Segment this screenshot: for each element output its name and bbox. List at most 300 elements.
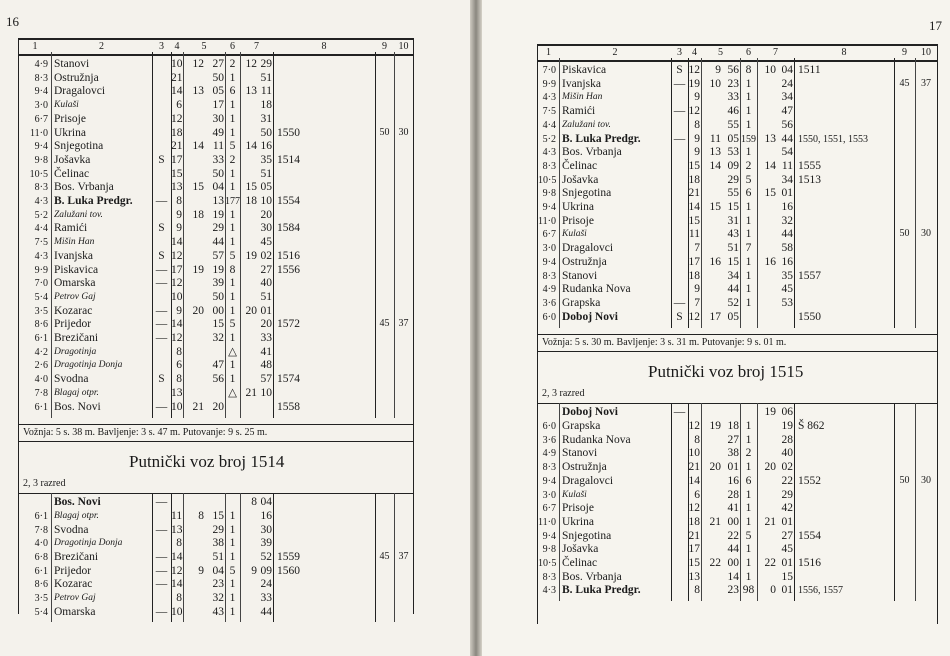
departure-hour: 16 — [764, 255, 776, 268]
timetable-row — [538, 133, 937, 147]
hour-1: 6 — [176, 99, 182, 112]
column-divider — [240, 493, 241, 622]
departure-minute: 58 — [781, 242, 793, 255]
departure-minute: 10 — [260, 386, 272, 399]
column-header: 4 — [174, 41, 180, 52]
station-name: B. Luka Predgr. — [562, 132, 641, 145]
distance-km: 8·3 — [34, 182, 48, 194]
distance-km: 9·4 — [34, 86, 48, 98]
column-header: 8 — [321, 41, 327, 52]
connecting-trains: 1556, 1557 — [798, 585, 843, 597]
station-mark: S — [158, 153, 165, 166]
departure-hour: 19 — [764, 406, 776, 419]
station-name: Snjegotina — [562, 187, 612, 200]
timetable-row — [538, 557, 937, 571]
departure-hour: 9 — [251, 564, 257, 577]
timetable-1511 — [537, 44, 938, 624]
hour-1: 8 — [176, 345, 182, 358]
dwell-minutes: 1 — [229, 304, 236, 317]
hour-1: 8 — [176, 537, 182, 550]
station-name: Omarska — [54, 605, 96, 618]
connecting-trains: Š 862 — [798, 420, 825, 432]
timetable-row — [538, 447, 937, 461]
hour-1: 14 — [171, 318, 183, 331]
distance-km: 8·3 — [542, 571, 556, 583]
arrival-minute: 04 — [212, 564, 224, 577]
arrival-minute: 29 — [727, 173, 739, 186]
column-header: 4 — [692, 47, 697, 58]
distance-km: 7·8 — [34, 524, 48, 536]
timetable-row — [19, 318, 413, 332]
hour-1: 10 — [171, 400, 183, 413]
timetable-row — [538, 256, 937, 270]
departure-hour: 20 — [245, 304, 257, 317]
column-divider — [794, 403, 795, 601]
dwell-minutes: 1 — [229, 551, 236, 563]
timetable-row — [19, 58, 413, 72]
station-name: Ramići — [562, 105, 596, 118]
station-mark: — — [155, 564, 168, 577]
station-name: Snjegotina — [562, 529, 612, 542]
dwell-minutes: 5 — [745, 173, 752, 186]
dwell-minutes: 6 — [745, 474, 752, 487]
connecting-trains: 1516 — [277, 249, 300, 262]
hour-1: 12 — [688, 105, 700, 118]
timetable-row — [19, 209, 413, 223]
timetable-row — [19, 222, 413, 236]
dwell-minutes: 1 — [229, 290, 236, 303]
hour-1: 9 — [694, 132, 700, 145]
departure-hour: 12 — [245, 58, 257, 70]
station-mark: — — [155, 304, 168, 317]
distance-km: 6·0 — [542, 311, 556, 323]
hour-1: 21 — [688, 529, 700, 542]
station-name: Dragalovci — [562, 474, 614, 487]
departure-minute: 45 — [260, 236, 272, 249]
dwell-minutes: 5 — [229, 318, 236, 331]
departure-minute: 56 — [781, 118, 793, 131]
departure-hour: 21 — [764, 515, 776, 528]
arrival-hour: 13 — [709, 146, 721, 159]
station-name: Doboj Novi — [562, 310, 618, 323]
dwell-minutes: 6 — [229, 85, 236, 98]
distance-km: 9·4 — [542, 530, 556, 542]
station-mark: — — [155, 263, 168, 276]
distance-km: 8·6 — [34, 579, 48, 591]
column-divider — [273, 493, 274, 622]
column-10-value: 30 — [921, 474, 931, 486]
arrival-minute: 17 — [212, 99, 224, 112]
arrival-minute: 31 — [727, 214, 739, 227]
hour-1: 19 — [688, 77, 700, 90]
hour-1: 15 — [688, 557, 700, 569]
timetable-row — [19, 565, 413, 579]
column-divider — [171, 52, 172, 418]
column-header-row — [538, 44, 937, 62]
departure-minute: 18 — [260, 99, 272, 112]
station-name: Svodna — [54, 373, 89, 386]
station-name: Stanovi — [562, 269, 598, 282]
column-header: 10 — [398, 41, 409, 52]
arrival-minute: 46 — [727, 105, 739, 118]
station-name: Doboj Novi — [562, 406, 618, 419]
hour-1: 15 — [688, 214, 700, 227]
arrival-minute: 50 — [212, 71, 224, 84]
distance-km: 5·4 — [34, 606, 48, 618]
departure-minute: 16 — [781, 255, 793, 268]
dwell-minutes: 5 — [229, 564, 236, 577]
dwell-minutes: 159 — [741, 133, 756, 145]
distance-km: 4·4 — [34, 223, 48, 235]
departure-minute: 48 — [260, 359, 272, 372]
distance-km: 8·3 — [542, 270, 556, 282]
departure-minute: 01 — [781, 187, 793, 200]
dwell-minutes: 5 — [229, 249, 236, 262]
hour-1: 15 — [171, 167, 183, 180]
distance-km: 4·0 — [34, 374, 48, 386]
departure-minute: 45 — [781, 283, 793, 296]
distance-km: 6·1 — [34, 401, 48, 413]
column-divider — [894, 403, 895, 601]
column-divider — [740, 403, 741, 601]
station-name: Prisoje — [54, 112, 86, 125]
distance-km: 3·5 — [34, 593, 48, 605]
connecting-trains: 1511 — [798, 64, 821, 76]
class-info: 2, 3 razred — [23, 478, 66, 490]
distance-km: 4·3 — [542, 147, 556, 159]
distance-km: 10·5 — [29, 168, 48, 180]
column-header: 7 — [773, 47, 778, 58]
arrival-minute: 50 — [212, 167, 224, 180]
connecting-trains: 1554 — [277, 195, 300, 207]
station-mark: — — [673, 406, 686, 419]
hour-1: 12 — [688, 420, 700, 432]
departure-minute: 02 — [260, 249, 272, 262]
column-9-value: 45 — [899, 77, 910, 89]
journey-summary: Vožnja: 5 s. 38 m. Bavljenje: 3 s. 47 m. Putovanje: 9 s. 25 m. — [23, 427, 268, 439]
departure-minute: 47 — [781, 105, 793, 118]
departure-minute: 35 — [781, 269, 793, 282]
departure-hour: 0 — [770, 584, 776, 597]
departure-minute: 39 — [260, 537, 272, 550]
arrival-minute: 55 — [727, 187, 739, 200]
column-divider — [225, 52, 226, 418]
hour-1: 14 — [171, 236, 183, 249]
departure-hour: 10 — [764, 64, 776, 76]
departure-hour: 15 — [764, 187, 776, 200]
column-divider — [375, 52, 376, 418]
station-name: Bos. Novi — [54, 400, 101, 413]
arrival-minute: 52 — [727, 296, 739, 309]
timetable-row — [19, 140, 413, 154]
dwell-minutes: 1 — [745, 420, 752, 432]
arrival-minute: 53 — [727, 146, 739, 159]
departure-minute: 10 — [260, 195, 272, 207]
station-name: Dragotinja Donja — [54, 538, 123, 549]
connecting-trains: 1572 — [277, 318, 300, 331]
arrival-minute: 33 — [212, 153, 224, 166]
departure-minute: 32 — [781, 214, 793, 227]
column-divider — [740, 58, 741, 328]
station-name: Brezičani — [54, 332, 99, 344]
page-number: 16 — [6, 14, 19, 29]
timetable-row — [19, 332, 413, 346]
departure-minute: 52 — [260, 551, 272, 563]
station-name: Kulaši — [562, 229, 587, 240]
station-name: Kozarac — [54, 578, 93, 591]
arrival-minute: 29 — [212, 523, 224, 536]
hour-1: 9 — [694, 283, 700, 296]
arrival-minute: 55 — [727, 118, 739, 131]
hour-1: 18 — [688, 269, 700, 282]
timetable-row — [538, 105, 937, 119]
hour-1: 8 — [176, 373, 182, 386]
departure-minute: 53 — [781, 296, 793, 309]
hour-1: 10 — [171, 290, 183, 303]
timetable-row — [538, 228, 937, 242]
dwell-minutes: 1 — [229, 523, 236, 536]
column-header: 3 — [159, 41, 164, 52]
column-9-value: 50 — [899, 228, 910, 240]
distance-km: 9·4 — [34, 141, 48, 153]
hour-1: 6 — [176, 359, 182, 372]
dwell-minutes: 1 — [745, 91, 752, 104]
column-10-value: 30 — [921, 228, 931, 240]
station-name: Bos. Novi — [54, 496, 101, 509]
departure-minute: 42 — [781, 502, 793, 515]
station-mark: — — [155, 318, 168, 331]
departure-minute: 29 — [260, 58, 272, 70]
hour-1: 14 — [171, 85, 183, 98]
timetable-row — [538, 187, 937, 201]
hour-1: 8 — [176, 195, 182, 207]
dwell-minutes: 1 — [745, 433, 752, 446]
arrival-minute: 05 — [727, 310, 739, 323]
hour-1: 11 — [688, 228, 700, 241]
station-name: Grapska — [562, 296, 601, 309]
distance-km: 3·0 — [542, 489, 556, 501]
station-name: Snjegotina — [54, 140, 104, 153]
departure-minute: 44 — [781, 228, 793, 241]
arrival-minute: 30 — [212, 112, 224, 125]
connecting-trains: 1574 — [277, 373, 300, 386]
column-header: 9 — [382, 41, 387, 52]
arrival-hour: 17 — [709, 310, 721, 323]
timetable-row — [538, 160, 937, 174]
timetable-row — [538, 91, 937, 105]
train-title: Putnički voz broj 1514 — [129, 452, 285, 472]
arrival-minute: 11 — [212, 140, 224, 153]
column-divider — [559, 403, 560, 601]
connecting-trains: 1554 — [798, 529, 821, 542]
timetable-row — [538, 461, 937, 475]
timetable-row — [19, 305, 413, 319]
departure-minute: 31 — [260, 112, 272, 125]
column-divider — [559, 58, 560, 328]
dwell-minutes: 6 — [745, 187, 752, 200]
hour-1: 13 — [171, 181, 183, 194]
timetable-row — [538, 146, 937, 160]
column-header: 6 — [746, 47, 751, 58]
timetable-row — [538, 489, 937, 503]
arrival-minute: 27 — [212, 58, 224, 70]
hour-1: 21 — [171, 71, 183, 84]
arrival-minute: 39 — [212, 277, 224, 290]
timetable-row — [538, 297, 937, 311]
dwell-minutes: 1 — [229, 236, 236, 249]
station-name: Petrov Gaj — [54, 291, 96, 302]
hour-1: 13 — [171, 386, 183, 399]
arrival-minute: 44 — [727, 283, 739, 296]
column-header: 1 — [32, 41, 38, 52]
arrival-hour: 21 — [709, 515, 721, 528]
distance-km: 6·1 — [34, 565, 48, 577]
station-name: Prisoje — [562, 502, 594, 515]
station-name: Piskavica — [54, 263, 99, 276]
column-header: 7 — [254, 41, 259, 52]
connecting-trains: 1556 — [277, 263, 300, 276]
distance-km: 9·4 — [542, 202, 556, 213]
station-name: Bos. Vrbanja — [562, 570, 622, 583]
arrival-minute: 09 — [727, 159, 739, 172]
arrival-minute: 38 — [212, 537, 224, 550]
arrival-minute: 00 — [727, 515, 739, 528]
departure-minute: 51 — [260, 290, 272, 303]
class-info: 2, 3 razred — [542, 388, 585, 400]
station-mark: — — [673, 105, 686, 118]
dwell-minutes: 1 — [745, 255, 752, 268]
arrival-hour: 11 — [709, 132, 721, 145]
station-mark: — — [673, 296, 686, 309]
departure-minute: 11 — [260, 85, 272, 98]
departure-minute: 16 — [260, 509, 272, 522]
timetable-row — [19, 578, 413, 592]
distance-km: 4·9 — [542, 448, 556, 460]
station-name: Dragalovci — [54, 85, 106, 98]
column-divider — [757, 58, 758, 328]
timetable-row — [19, 524, 413, 538]
column-divider — [51, 493, 52, 622]
dwell-minutes: 1 — [745, 77, 752, 90]
timetable-row — [19, 401, 413, 415]
station-name: Bos. Vrbanja — [54, 181, 114, 194]
departure-hour: 20 — [764, 461, 776, 474]
arrival-minute: 32 — [212, 332, 224, 344]
station-name: Brezičani — [54, 551, 99, 563]
timetable-row — [19, 113, 413, 127]
timetable-row — [538, 78, 937, 92]
arrival-minute: 01 — [727, 461, 739, 474]
hour-1: 6 — [694, 488, 700, 501]
column-divider — [671, 58, 672, 328]
arrival-minute: 23 — [727, 77, 739, 90]
station-name: Kozarac — [54, 304, 93, 317]
dwell-minutes: 8 — [745, 64, 752, 76]
timetable-row — [19, 154, 413, 168]
station-mark: S — [676, 64, 683, 76]
book-gutter — [470, 0, 482, 656]
distance-km: 11·0 — [538, 516, 556, 528]
station-mark: — — [155, 195, 168, 207]
station-name: Čelinac — [562, 557, 598, 569]
dwell-minutes: 1 — [745, 515, 752, 528]
arrival-minute: 28 — [727, 488, 739, 501]
distance-km: 3·6 — [542, 297, 556, 309]
hour-1: 14 — [171, 578, 183, 591]
hour-1: 14 — [688, 474, 700, 487]
train-title: Putnički voz broj 1515 — [648, 362, 804, 382]
distance-km: 4·3 — [34, 250, 48, 262]
distance-km: 8·6 — [34, 319, 48, 331]
departure-hour: 8 — [251, 496, 257, 509]
connecting-trains: 1550, 1551, 1553 — [798, 133, 868, 145]
dwell-minutes: 1 — [745, 488, 752, 501]
dwell-minutes: 1 — [229, 373, 236, 386]
arrival-minute: 18 — [727, 420, 739, 432]
dwell-minutes: 1 — [745, 105, 752, 118]
hour-1: 9 — [176, 304, 182, 317]
column-9-value: 45 — [379, 318, 390, 330]
hour-1: 9 — [694, 91, 700, 104]
hour-1: 12 — [171, 277, 183, 290]
dwell-minutes: 1 — [229, 208, 236, 221]
dwell-minutes: 1 — [745, 543, 752, 556]
distance-km: 10·5 — [538, 174, 557, 186]
departure-minute: 57 — [260, 373, 272, 386]
departure-minute: 41 — [260, 345, 272, 358]
arrival-minute: 14 — [727, 570, 739, 583]
departure-minute: 19 — [781, 420, 793, 432]
hour-1: 12 — [688, 502, 700, 515]
timetable-row — [538, 571, 937, 585]
distance-km: 4·4 — [542, 119, 556, 131]
station-name: Kulaši — [54, 100, 79, 111]
departure-minute: 30 — [260, 222, 272, 235]
rule — [538, 403, 937, 404]
departure-minute: 24 — [781, 77, 793, 90]
arrival-hour: 19 — [709, 420, 721, 432]
timetable-row — [19, 127, 413, 141]
dwell-minutes: 1 — [229, 277, 236, 290]
dwell-minutes: 1 — [229, 112, 236, 125]
arrival-minute: 32 — [212, 592, 224, 605]
dwell-minutes: 2 — [229, 58, 236, 70]
station-name: Rudanka Nova — [562, 433, 631, 446]
distance-km: 4·3 — [542, 92, 556, 104]
column-divider — [794, 58, 795, 328]
departure-hour: 21 — [245, 386, 257, 399]
arrival-minute: 41 — [727, 502, 739, 515]
dwell-minutes: 2 — [745, 159, 752, 172]
station-mark: — — [673, 77, 686, 90]
dwell-minutes: 1 — [229, 99, 236, 112]
hour-1: 12 — [688, 64, 700, 76]
distance-km: 9·8 — [542, 188, 556, 200]
timetable-row — [19, 606, 413, 620]
hour-1: 11 — [171, 509, 183, 522]
departure-minute: 51 — [260, 71, 272, 84]
column-header: 2 — [612, 47, 618, 58]
timetable-row — [538, 584, 937, 598]
station-mark: — — [155, 578, 168, 591]
station-name: Grapska — [562, 420, 601, 432]
station-name: Stanovi — [562, 447, 598, 460]
station-mark: S — [158, 373, 165, 386]
dwell-minutes: 1 — [229, 181, 236, 194]
connecting-trains: 1558 — [277, 400, 300, 413]
dwell-minutes: 1 — [229, 578, 236, 591]
dwell-minutes: 1 — [745, 283, 752, 296]
